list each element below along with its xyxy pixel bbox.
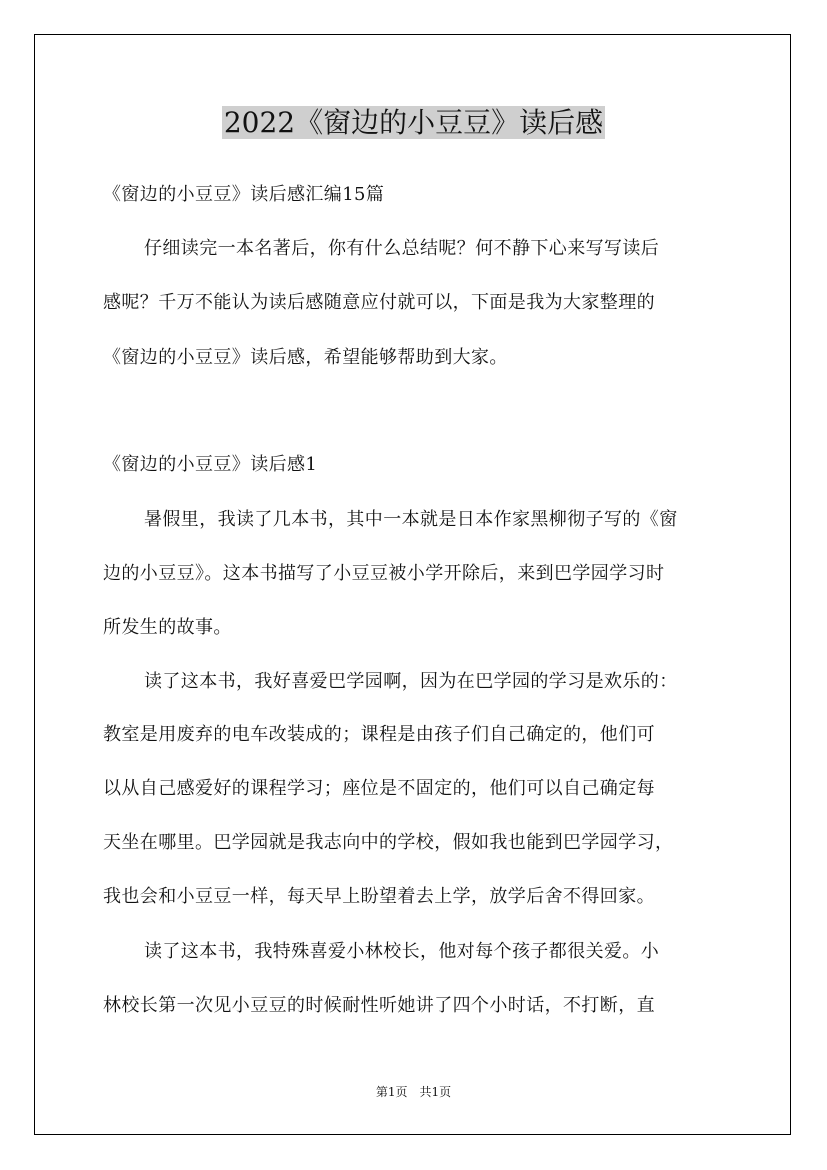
intro-line: 感呢？千万不能认为读后感随意应付就可以，下面是我为大家整理的	[103, 292, 655, 313]
document-title	[0, 100, 827, 146]
body-line: 读了这本书，我好喜爱巴学园啊，因为在巴学园的学习是欢乐的：	[144, 671, 678, 692]
body-line: 教室是用废弃的电车改装成的；课程是由孩子们自己确定的，他们可	[103, 724, 655, 745]
intro-line: 仔细读完一本名著后，你有什么总结呢？何不静下心来写写读后	[144, 238, 660, 259]
body-line: 所发生的故事。	[103, 617, 232, 638]
body-line: 以从自己感爱好的课程学习；座位是不固定的，他们可以自己确定每	[103, 778, 655, 799]
body-line: 我也会和小豆豆一样，每天早上盼望着去上学，放学后舍不得回家。	[103, 886, 655, 907]
body-line: 读了这本书，我特殊喜爱小林校长，他对每个孩子都很关爱。小	[144, 941, 660, 962]
document-subtitle: 《窗边的小豆豆》读后感汇编15篇	[103, 184, 385, 205]
document-title-text: 2022《窗边的小豆豆》读后感	[223, 106, 604, 139]
body-line: 边的小豆豆》。这本书描写了小豆豆被小学开除后，来到巴学园学习时	[103, 563, 665, 584]
intro-line: 《窗边的小豆豆》读后感，希望能够帮助到大家。	[103, 347, 508, 368]
section-heading: 《窗边的小豆豆》读后感1	[103, 454, 318, 475]
page-footer: 第1页 共1页	[375, 1085, 452, 1099]
body-line: 天坐在哪里。巴学园就是我志向中的学校，假如我也能到巴学园学习，	[103, 832, 674, 853]
body-line: 暑假里，我读了几本书，其中一本就是日本作家黑柳彻子写的《窗	[144, 509, 678, 530]
body-line: 林校长第一次见小豆豆的时候耐性听她讲了四个小时话，不打断，直	[103, 995, 655, 1016]
